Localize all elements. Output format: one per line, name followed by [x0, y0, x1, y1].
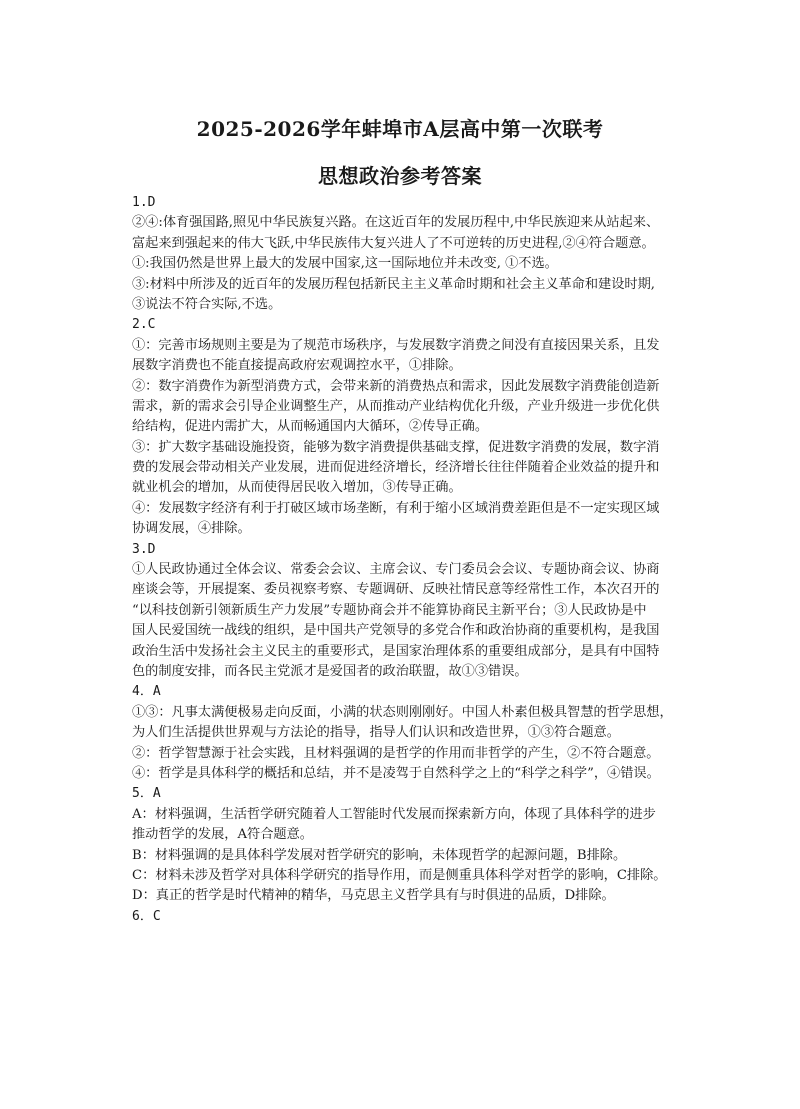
question-number: 3.D [132, 541, 156, 557]
answer-line: 就业机会的增加，从而使得居民收入增加，③传导正确。 [132, 480, 462, 496]
answer-line: ③：扩大数字基础设施投资，能够为数字消费提供基础支撑，促进数字消费的发展，数字消 [132, 439, 660, 455]
question-number: 2.C [132, 317, 156, 333]
answer-line: A：材料强调，生活哲学研究随着人工智能时代发展而探索新方向，体现了具体科学的进步 [132, 806, 656, 822]
answer-line: C：材料未涉及哲学对具体科学研究的指导作用，而是侧重具体科学对哲学的影响，C排除。 [132, 867, 667, 883]
answer-line: 为人们生活提供世界观与方法论的指导，指导人们认识和改造世界，①③符合题意。 [132, 725, 620, 741]
answer-line: ②：哲学智慧源于社会实践，且材料强调的是哲学的作用而非哲学的产生，②不符合题意。 [132, 745, 660, 761]
answer-line: ①人民政协通过全体会议、常委会会议、主席会议、专门委员会会议、专题协商会议、协商 [132, 562, 660, 578]
answer-line: 协调发展，④排除。 [132, 521, 251, 537]
answer-line: D：真正的哲学是时代精神的精华，马克思主义哲学具有与时俱进的品质，D排除。 [132, 888, 615, 904]
answer-line: ③说法不符合实际,不选。 [132, 296, 282, 312]
answer-line: 国人民爱国统一战线的组织，是中国共产党领导的多党合作和政治协商的重要机构，是我国 [132, 623, 660, 639]
answer-line: ①:我国仍然是世界上最大的发展中国家,这一国际地位并未改变, ①不选。 [132, 256, 558, 272]
question-number: 4．A [132, 684, 161, 700]
answer-line: “以科技创新引领新质生产力发展”专题协商会并不能算协商民主新平台；③人民政协是中 [132, 602, 647, 618]
answer-line: 色的制度安排，而各民主党派才是爱国者的政治联盟，故①③错误。 [132, 663, 528, 679]
answer-line: 给结构，促进内需扩大，从而畅通国内大循环，②传导正确。 [132, 419, 489, 435]
document-subtitle: 思想政治参考答案 [318, 164, 482, 188]
answer-line: ③:材料中所涉及的近百年的发展历程包括新民主主义革命时期和社会主义革命和建设时期, [132, 276, 655, 292]
answer-line: 推动哲学的发展，A符合题意。 [132, 827, 313, 843]
answer-line: 政治生活中发扬社会主义民主的重要形式，是国家治理体系的重要组成部分，是具有中国特 [132, 643, 660, 659]
answer-line: ②：数字消费作为新型消费方式，会带来新的消费热点和需求，因此发展数字消费能创造新 [132, 378, 660, 394]
answer-line: 富起来到强起来的伟大飞跃,中华民族伟大复兴进人了不可逆转的历史进程,②④符合题意。 [132, 235, 655, 251]
question-number: 5．A [132, 786, 161, 802]
answer-line: ①③：凡事太满便极易走向反面，小满的状态则刚刚好。中国人朴素但极具智慧的哲学思想， [132, 704, 673, 720]
answer-line: ①：完善市场规则主要是为了规范市场秩序，与发展数字消费之间没有直接因果关系，且发 [132, 337, 660, 353]
answer-line: ②④:体育强国路,照见中华民族复兴路。在这近百年的发展历程中,中华民族迎来从站起来、 [132, 215, 660, 231]
answer-line: ④：哲学是具体科学的概括和总结，并不是凌驾于自然科学之上的“科学之科学”，④错误。 [132, 765, 660, 781]
answer-line: 展数字消费也不能直接提高政府宏观调控水平，①排除。 [132, 358, 462, 374]
answer-line: 需求，新的需求会引导企业调整生产，从而推动产业结构优化升级，产业升级进一步优化供 [132, 398, 660, 414]
answer-line: ④：发展数字经济有利于打破区域市场垄断，有利于缩小区域消费差距但是不一定实现区域 [132, 500, 660, 516]
answer-line: 费的发展会带动相关产业发展，进而促进经济增长，经济增长往往伴随着企业效益的提升和 [132, 460, 660, 476]
answer-line: B：材料强调的是具体科学发展对哲学研究的影响，未体现哲学的起源问题，B排除。 [132, 847, 627, 863]
question-number: 1.D [132, 195, 156, 210]
answer-body [132, 193, 702, 927]
answer-line: 座谈会等，开展提案、委员视察考察、专题调研、反映社情民意等经常性工作，本次召开的 [132, 582, 660, 598]
question-number: 6．C [132, 908, 161, 924]
document-title: 2025-2026学年蚌埠市A层高中第一次联考 [196, 117, 604, 141]
